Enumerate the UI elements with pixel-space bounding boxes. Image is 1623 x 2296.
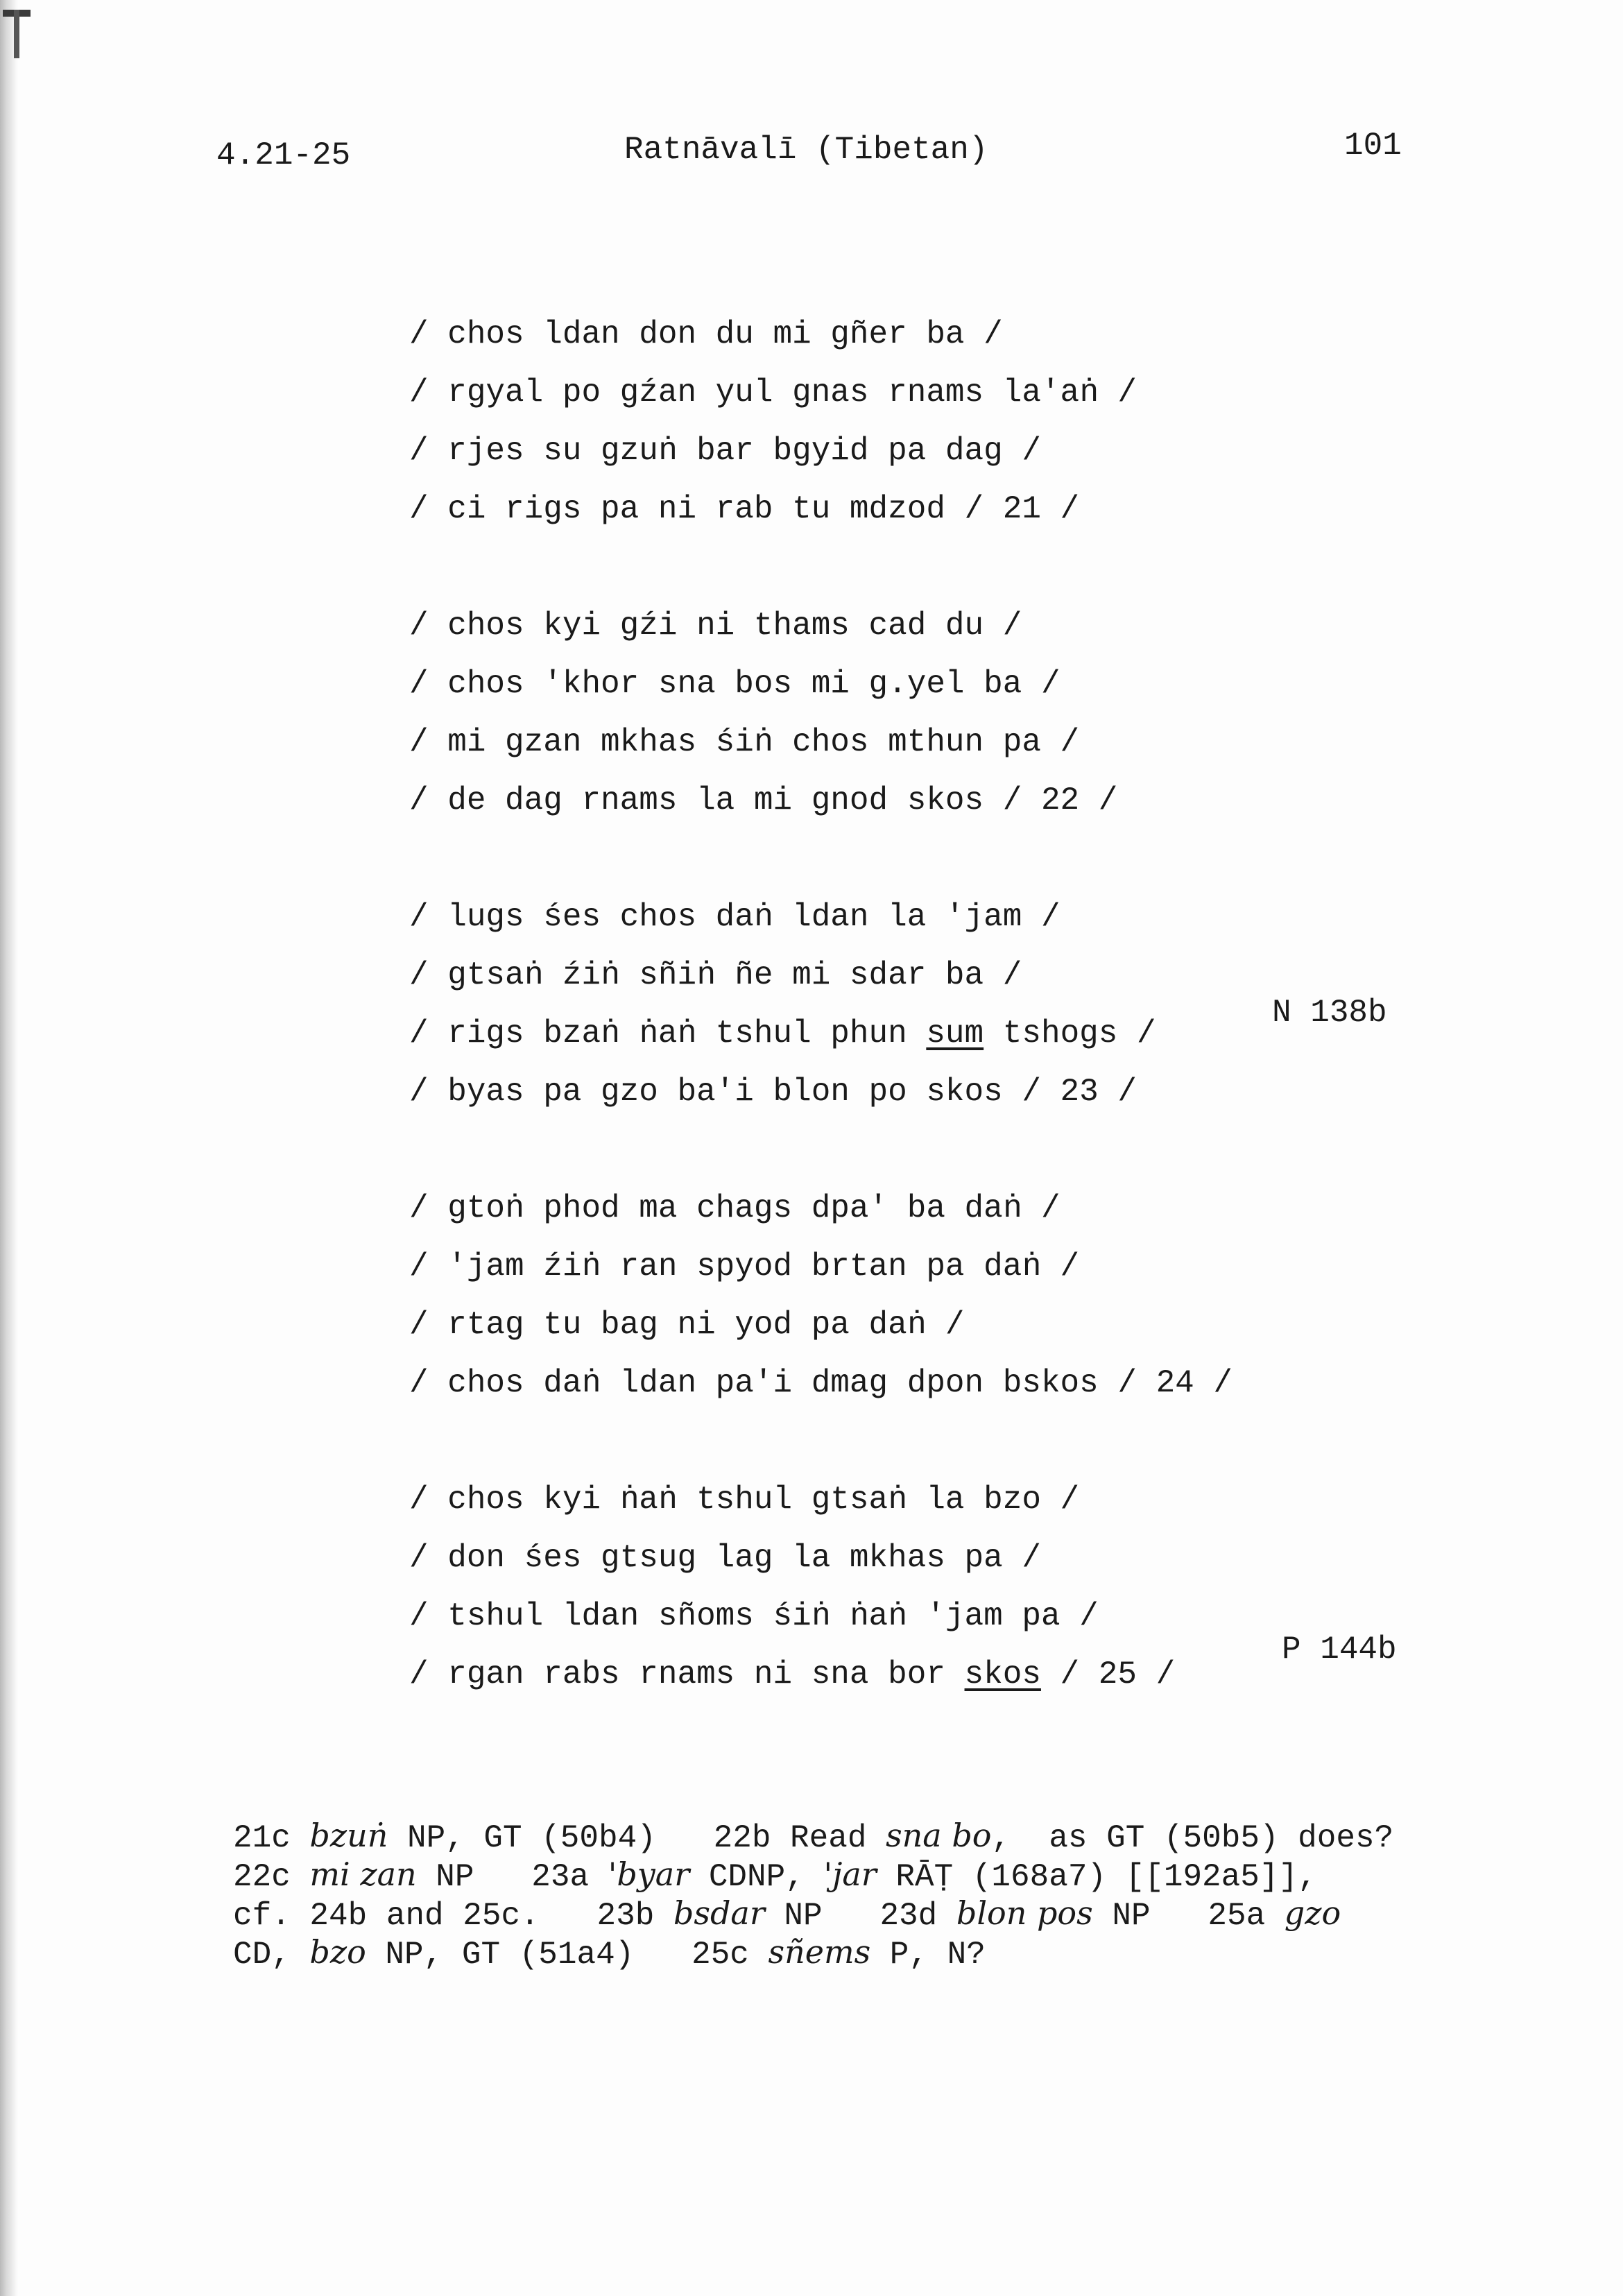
footnote-text: RĀṬ (168a7) [[192a5]], (876, 1859, 1317, 1895)
footnote-variant: blon pos (956, 1894, 1093, 1932)
footnote-text: CD, (233, 1937, 310, 1973)
footnote-line (233, 1855, 1482, 1894)
scan-mark (14, 10, 19, 58)
footnote-line (233, 1933, 1482, 1971)
stanza-25 (409, 1471, 1450, 1704)
stanza-22 (409, 597, 1450, 830)
verse-line: / chos 'khor sna bos mi g.yel ba / (409, 666, 1060, 702)
footnote-line (233, 1816, 1482, 1855)
verse-block (409, 305, 1450, 1762)
underlined-word: skos (964, 1656, 1041, 1693)
verse-line: / chos kyi ṅaṅ tshul gtsaṅ la bzo / (409, 1482, 1080, 1518)
verse-line: / rjes su gzuṅ bar bgyid pa dag / (409, 433, 1041, 469)
verse-line: / gtoṅ phod ma chags dpa' ba daṅ / (409, 1190, 1060, 1226)
footnote-text: NP 25a (1092, 1898, 1285, 1934)
footnote-variant: bzo (309, 1933, 366, 1971)
verse-line: / mi gzan mkhas śiṅ chos mthun pa / (409, 724, 1080, 760)
verse-line: / rgyal po gźan yul gnas rnams la'aṅ / (409, 375, 1137, 411)
verse-line: / chos daṅ ldan pa'i dmag dpon bskos / 24 / (409, 1365, 1233, 1401)
footnote-variant: gzo (1284, 1894, 1341, 1932)
verse-line: / de dag rnams la mi gnod skos / 22 / (409, 782, 1118, 819)
footnote-variant: bzuṅ (309, 1817, 388, 1854)
footnote-text: 22c (233, 1859, 310, 1895)
verse-line: / chos kyi gźi ni thams cad du / (409, 608, 1022, 644)
footnote-variant: 'jar (823, 1856, 877, 1893)
footnote-line (233, 1894, 1482, 1933)
stanza-21 (409, 305, 1450, 538)
page-header (0, 128, 1623, 176)
footnote-text: 21c (233, 1820, 310, 1856)
verse-line: / ci rigs pa ni rab tu mdzod / 21 / (409, 491, 1080, 527)
footnote-text: P, N? (870, 1937, 986, 1973)
verse-line: / don śes gtsug lag la mkhas pa / (409, 1540, 1041, 1576)
verse-line: / rigs bzaṅ ṅaṅ tshul phun sum tshogs / (409, 1016, 1156, 1052)
margin-folio-note: N 138b (1272, 995, 1387, 1031)
section-reference: 4.21-25 (216, 137, 351, 173)
verse-line: / gtsaṅ źiṅ sñiṅ ñe mi sdar ba / (409, 957, 1022, 993)
footnote-text: , as GT (50b5) does? (991, 1820, 1394, 1856)
verse-line: / rtag tu bag ni yod pa daṅ / (409, 1307, 965, 1343)
stanza-24 (409, 1179, 1450, 1412)
footnote-variant: sna bo (886, 1817, 992, 1854)
scan-binding-edge (0, 0, 18, 2296)
footnote-text: NP, GT (50b4) 22b Read (388, 1820, 886, 1856)
footnote-variant: 'byar (608, 1856, 690, 1893)
footnote-text: cf. 24b and 25c. 23b (233, 1898, 673, 1934)
footnote-variant: bsdar (673, 1894, 765, 1932)
running-title: Ratnāvalī (Tibetan) (624, 132, 988, 168)
footnote-variant: sñems (768, 1933, 871, 1971)
verse-line: / byas pa gzo ba'i blon po skos / 23 / (409, 1074, 1137, 1110)
footnote-variant: mi zan (309, 1856, 417, 1893)
margin-folio-note: P 144b (1282, 1631, 1397, 1668)
verse-line: / chos ldan don du mi gñer ba / (409, 316, 1003, 352)
verse-line: / 'jam źiṅ ran spyod brtan pa daṅ / (409, 1249, 1080, 1285)
underlined-word: sum (926, 1016, 984, 1052)
footnotes (233, 1816, 1482, 1971)
verse-line: / tshul ldan sñoms śiṅ ṅaṅ 'jam pa / (409, 1598, 1099, 1634)
verse-line: / rgan rabs rnams ni sna bor skos / 25 / (409, 1656, 1176, 1693)
page-number: 101 (1344, 128, 1402, 164)
footnote-text: CDNP, (689, 1859, 824, 1895)
footnote-text: NP, GT (51a4) 25c (366, 1937, 768, 1973)
footnote-text: NP 23a (416, 1859, 608, 1895)
footnote-text: NP 23d (764, 1898, 956, 1934)
verse-line: / lugs śes chos daṅ ldan la 'jam / (409, 899, 1060, 935)
